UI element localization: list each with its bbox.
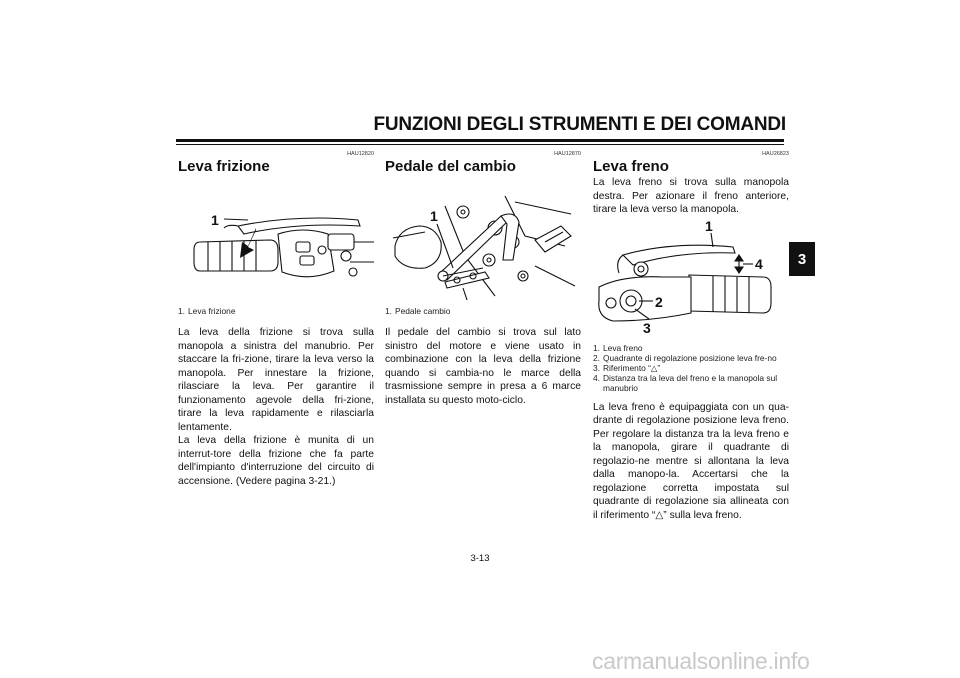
header-rule — [176, 139, 784, 142]
figure-callout: 3 — [643, 319, 651, 336]
figure-callout: 1 — [430, 208, 438, 224]
header-rule-thin — [176, 144, 784, 145]
caption-item: 4. Distanza tra la leva del freno e la manopola sul manubrio — [593, 372, 778, 393]
caption-item: 3. Riferimento “△” — [593, 362, 661, 373]
intro-paragraph: La leva freno si trova sulla manopola destra. Per azionare il freno anteriore, tirare la leva verso la manopola. — [593, 177, 789, 215]
body-paragraph: La leva della frizione è munita di un interrut-tore della frizione che fa parte dell'impianto d'interruzione del circuito di accensione. (Vedere pagina 3-21.) — [178, 435, 374, 487]
caption-item: 1. Leva freno — [593, 342, 643, 353]
brake-lever-figure — [593, 217, 789, 343]
figure-callout: 1 — [211, 212, 219, 228]
body-paragraph: La leva freno è equipaggiata con un qua-drante di regolazione posizione leva freno. Per regolare la distanza tra la leva freno e la manopola, girare il quadrante di regolazio-ne mentre si allontana la leva dalla manopo-la. Accertarsi che la regolazione corretta impostata sul quadrante di regolazione sia allineata con il riferimento “△” sulla leva freno. — [593, 401, 789, 521]
section-code: HAU12820 — [347, 151, 374, 157]
brake-lever-illustration — [593, 217, 789, 343]
section-code: HAU12870 — [554, 151, 581, 157]
figure-caption: 1. Pedale cambio — [385, 306, 451, 316]
section-code: HAU26823 — [762, 151, 789, 157]
figure-callout: 1 — [705, 217, 713, 234]
page-number: 3-13 — [470, 553, 490, 564]
section-brake-lever — [593, 150, 789, 522]
shift-pedal-figure — [385, 176, 581, 304]
caption-item: 2. Quadrante di regolazione posizione leva fre-no — [593, 352, 777, 363]
section-shift-pedal — [385, 150, 581, 407]
body-paragraph: La leva della frizione si trova sulla manopola a sinistra del manubrio. Per staccare la fri-zione, tirare la leva verso la manopola. Per innestare la frizione, rilasciare la leva. Per garantire il funzionamento agevole della fri-zione, tirare la leva rapidamente e rilasciarla lentamente. — [178, 327, 374, 433]
page-title: FUNZIONI DEGLI STRUMENTI E DEI COMANDI — [373, 114, 786, 135]
section-tab[interactable]: 3 — [789, 242, 815, 276]
figure-callout: 4 — [755, 255, 763, 272]
body-paragraph: Il pedale del cambio si trova sul lato sinistro del motore e viene usato in combinazione con la leva della frizione quando si cambia-no le marce della trasmissione sempre in presa a 6 marce installata su questo moto-ciclo. — [385, 327, 581, 406]
clutch-lever-figure — [178, 176, 374, 304]
section-heading: Pedale del cambio — [385, 158, 516, 175]
figure-caption — [593, 343, 789, 393]
clutch-lever-illustration — [178, 176, 374, 304]
shift-pedal-illustration — [385, 176, 581, 304]
section-heading: Leva freno — [593, 158, 669, 175]
figure-callout: 2 — [655, 293, 663, 310]
watermark[interactable]: carmanualsonline.info — [592, 648, 810, 674]
figure-caption: 1. Leva frizione — [178, 306, 236, 316]
section-clutch-lever — [178, 150, 374, 488]
section-heading: Leva frizione — [178, 158, 270, 175]
